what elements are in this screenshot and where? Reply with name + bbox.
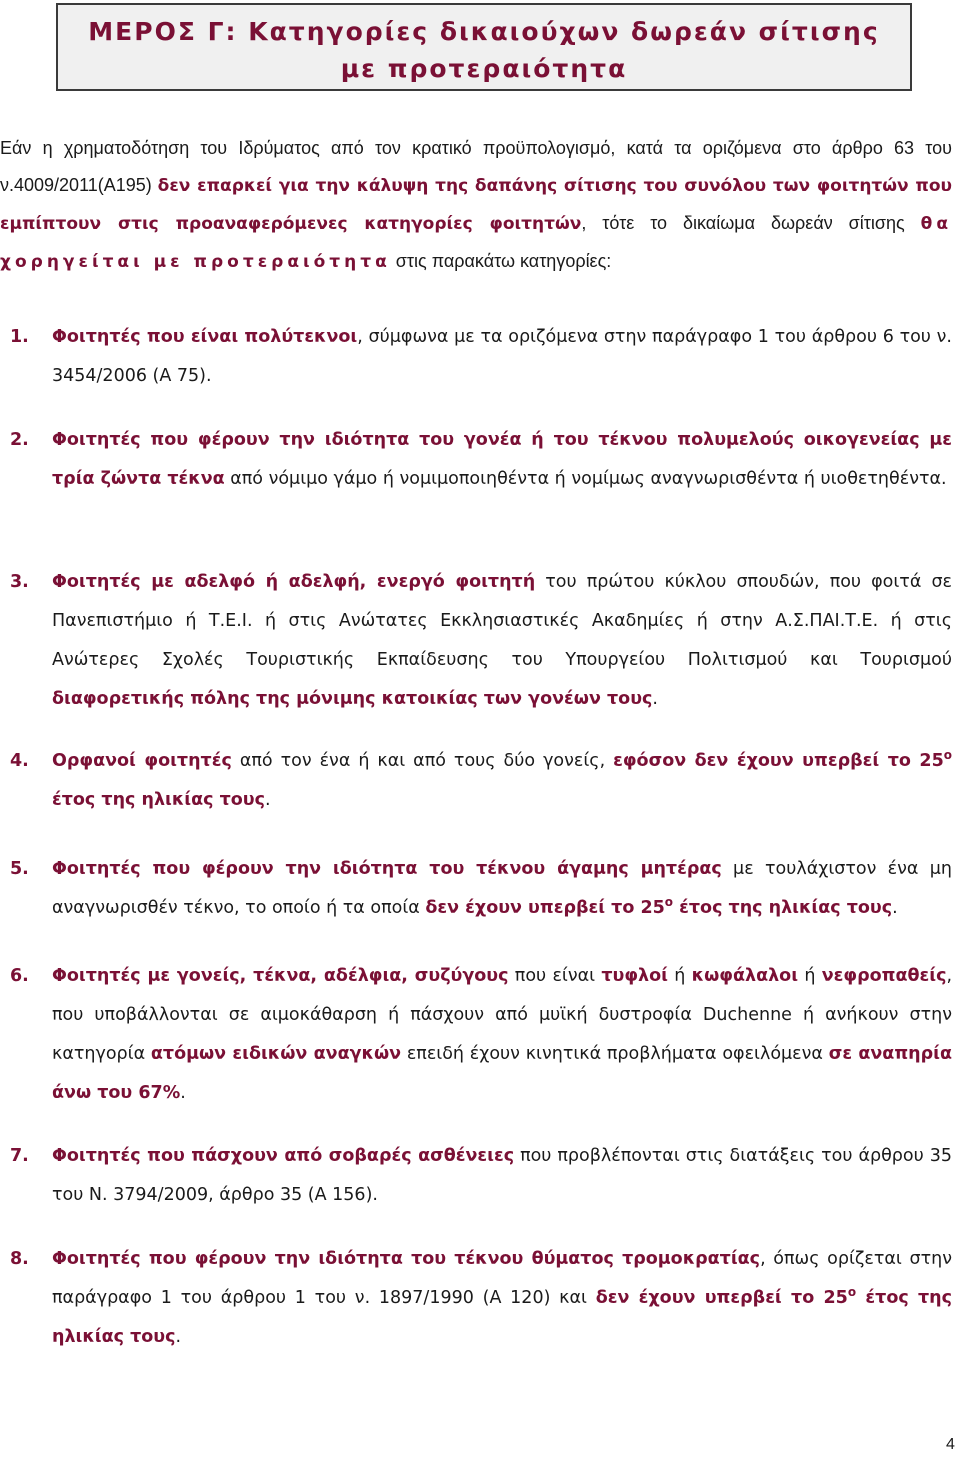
list-item-body: από νόμιμο γάμο ή νομιμοποιηθέντα ή νομίμως αναγνωρισθέντα ή υιοθετηθέντα. bbox=[224, 469, 947, 489]
list-item-body: ή bbox=[798, 966, 822, 986]
list-item bbox=[0, 850, 952, 928]
superscript: ο bbox=[847, 1285, 857, 1300]
list-item-body: με τουλάχιστον ένα μη αναγνωρισθέν τέκνο, το οποίο ή τα οποία bbox=[52, 859, 952, 918]
list-item-body: . bbox=[892, 898, 898, 918]
list-item-body: , όπως ορίζεται στην παράγραφο 1 του άρθρου 1 του ν. 1897/1990 (Α 120) και bbox=[52, 1249, 952, 1308]
list-item-number: 7. bbox=[10, 1146, 29, 1166]
section-title-box bbox=[56, 3, 912, 91]
list-item bbox=[0, 563, 952, 719]
list-item bbox=[0, 421, 952, 499]
list-item-emphasis: τυφλοί bbox=[601, 966, 668, 986]
list-item-emphasis: ατόμων ειδικών αναγκών bbox=[150, 1044, 402, 1064]
list-item-emphasis: Ορφανοί φοιτητές bbox=[52, 751, 232, 771]
intro-emphasis: δεν επαρκεί για την κάλυψη της δαπάνης σίτισης του συνόλου των φοιτητών που εμπίπτουν στις προαναφερόμενες κατηγορίες φοιτητών bbox=[0, 176, 952, 234]
list-item-text bbox=[52, 1137, 952, 1215]
list-item-text bbox=[52, 318, 952, 396]
page-number: 4 bbox=[946, 1436, 955, 1453]
list-item-body: ή bbox=[667, 966, 692, 986]
list-item-text bbox=[52, 421, 952, 499]
superscript: ο bbox=[664, 895, 674, 910]
list-item bbox=[0, 318, 952, 396]
list-item-text bbox=[52, 563, 952, 719]
list-item-text bbox=[52, 1240, 952, 1357]
list-item-emphasis: κωφάλαλοι bbox=[691, 966, 799, 986]
list-item-text bbox=[52, 957, 952, 1113]
list-item-number: 8. bbox=[10, 1249, 29, 1269]
list-item-emphasis: σε αναπηρία άνω του 67% bbox=[52, 1044, 952, 1103]
intro-text: Εάν η χρηματοδότηση του Ιδρύματος από τον κρατικό προϋπολογισμό, κατά τα οριζόμενα στο άρθρο 63 του ν.4009/2011(Α195) bbox=[0, 138, 952, 195]
list-item-emphasis: έτος της ηλικίας τους bbox=[673, 898, 893, 918]
list-item-number: 1. bbox=[10, 327, 29, 347]
section-title-line-1: ΜΕΡΟΣ Γ: Κατηγορίες δικαιούχων δωρεάν σίτισης bbox=[88, 17, 880, 46]
intro-text: , τότε το δικαίωμα δωρεάν σίτισης bbox=[581, 213, 921, 233]
list-item-body: , που υποβάλλονται σε αιμοκάθαρση ή πάσχουν από μυϊκή δυστροφία Duchenne ή ανήκουν στην κατηγορία bbox=[52, 966, 953, 1064]
list-item-body: επειδή έχουν κινητικά προβλήματα οφειλόμενα bbox=[401, 1044, 829, 1064]
list-item-text bbox=[52, 742, 952, 820]
list-item-text bbox=[52, 850, 952, 928]
list-item-emphasis: Φοιτητές που είναι πολύτεκνοι bbox=[52, 327, 358, 347]
list-item-number: 6. bbox=[10, 966, 29, 986]
list-item bbox=[0, 1240, 952, 1357]
list-item-emphasis: εφόσον δεν έχουν υπερβεί το 25 bbox=[613, 751, 944, 771]
list-item-number: 4. bbox=[10, 751, 29, 771]
intro-paragraph bbox=[0, 130, 952, 281]
list-item-body: του πρώτου κύκλου σπουδών, που φοιτά σε Πανεπιστήμιο ή Τ.Ε.Ι. ή στις Ανώτατες Εκκλησιαστικές Ακαδημίες ή στην Α.Σ.ΠΑΙ.Τ.Ε. ή στις Ανώτερες Σχολές Τουριστικής Εκπαίδευσης του Υπουργείου Πολιτισμού και Τουρισμού bbox=[52, 572, 952, 670]
list-item-body: που είναι bbox=[508, 966, 602, 986]
list-item-body: , σύμφωνα με τα οριζόμενα στην παράγραφο 1 του άρθρου 6 του ν. 3454/2006 (Α 75). bbox=[52, 327, 952, 386]
list-item-emphasis: δεν έχουν υπερβεί το 25 bbox=[425, 898, 665, 918]
list-item-emphasis: Φοιτητές με γονείς, τέκνα, αδέλφια, συζύγους bbox=[52, 966, 509, 986]
list-item-body: . bbox=[175, 1327, 182, 1347]
section-title-line-2: με προτεραιότητα bbox=[340, 54, 628, 83]
list-item-body: . bbox=[180, 1083, 186, 1103]
list-item-number: 2. bbox=[10, 430, 29, 450]
list-item-emphasis: έτος της ηλικίας τους bbox=[52, 1288, 953, 1347]
list-item-emphasis: Φοιτητές που φέρουν την ιδιότητα του γονέα ή του τέκνου πολυμελούς οικογενείας με τρία ζώντα τέκνα bbox=[52, 430, 952, 489]
intro-text: στις παρακάτω κατηγορίες: bbox=[390, 251, 612, 271]
intro-priority-emphasis: θα χορηγείται με προτεραιότητα bbox=[0, 214, 952, 272]
list-item-number: 5. bbox=[10, 859, 29, 879]
list-item-body: . bbox=[652, 689, 658, 709]
list-item-emphasis: δεν έχουν υπερβεί το 25 bbox=[595, 1288, 848, 1308]
superscript: ο bbox=[943, 748, 952, 763]
list-item-emphasis: Φοιτητές που φέρουν την ιδιότητα του τέκνου άγαμης μητέρας bbox=[52, 859, 722, 879]
list-item-emphasis: νεφροπαθείς bbox=[821, 966, 947, 986]
list-item-emphasis: Φοιτητές με αδελφό ή αδελφή, ενεργό φοιτητή bbox=[52, 572, 536, 592]
list-item bbox=[0, 742, 952, 820]
list-item bbox=[0, 1137, 952, 1215]
list-item-emphasis: διαφορετικής πόλης της μόνιμης κατοικίας των γονέων τους bbox=[52, 689, 653, 709]
list-item-body: . bbox=[264, 790, 271, 810]
list-item bbox=[0, 957, 952, 1113]
list-item-body: που προβλέπονται στις διατάξεις του άρθρου 35 του Ν. 3794/2009, άρθρο 35 (Α 156). bbox=[52, 1146, 952, 1205]
list-item-body: από τον ένα ή και από τους δύο γονείς, bbox=[231, 751, 614, 771]
list-item-emphasis: έτος της ηλικίας τους bbox=[52, 790, 265, 810]
list-item-emphasis: Φοιτητές που πάσχουν από σοβαρές ασθένειες bbox=[52, 1146, 515, 1166]
list-item-number: 3. bbox=[10, 572, 29, 592]
list-item-emphasis: Φοιτητές που φέρουν την ιδιότητα του τέκνου θύματος τρομοκρατίας bbox=[52, 1249, 761, 1269]
